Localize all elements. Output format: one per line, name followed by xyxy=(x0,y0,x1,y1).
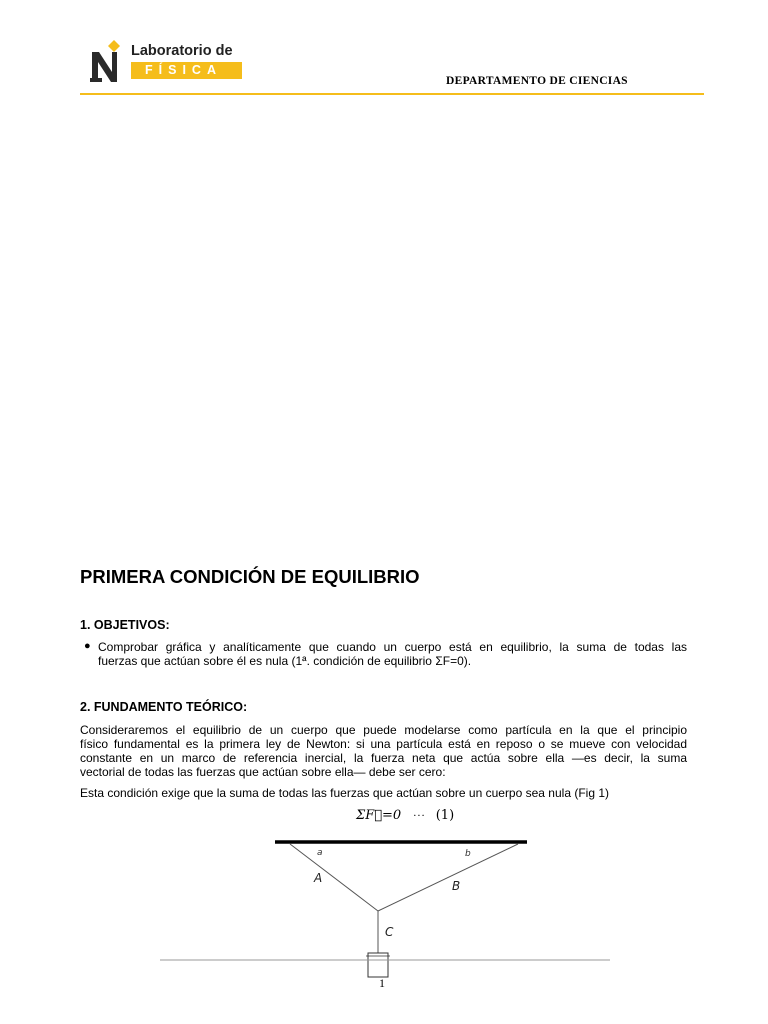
formula-dots: ··· xyxy=(413,811,426,822)
paragraph-line: vectorial de todas las fuerzas que actúan sobre ella— debe ser cero: xyxy=(80,765,446,779)
hanging-block xyxy=(368,953,388,977)
paragraph-line: constante en un marco de referencia inercial, la fuerza neta que actúa sobre ella —es decir, la suma xyxy=(80,751,687,765)
paragraph-line: físico fundamental es la primera ley de Newton: si una partícula está en reposo o se mueve con velocidad xyxy=(80,737,687,751)
rope-label-b: B xyxy=(452,879,461,893)
page-title: PRIMERA CONDICIÓN DE EQUILIBRIO xyxy=(80,566,420,587)
angle-label-a: a xyxy=(317,848,323,858)
rope-label-c: C xyxy=(385,925,394,939)
lab-logo xyxy=(90,40,242,84)
logo-subtitle: FÍSICA xyxy=(145,63,222,77)
angle-label-b: b xyxy=(465,849,471,859)
department-label: DEPARTAMENTO DE CIENCIAS xyxy=(446,75,628,87)
equilibrium-figure xyxy=(160,835,610,985)
objective-line: Comprobar gráfica y analíticamente que cuando un cuerpo está en equilibrio, la suma de todas las xyxy=(98,640,687,654)
bullet-icon: ● xyxy=(84,640,91,652)
paragraph-line: Consideraremos el equilibrio de un cuerpo que puede modelarse como partícula en la que el principio xyxy=(80,723,687,737)
page-number: 1 xyxy=(379,976,385,990)
header-divider xyxy=(80,93,704,95)
rope-b-line xyxy=(378,844,518,911)
condition-line: Esta condición exige que la suma de todas las fuerzas que actúan sobre un cuerpo sea nula (Fig 1) xyxy=(80,786,609,800)
formula-number: (1) xyxy=(435,808,455,823)
rope-label-a: A xyxy=(314,871,323,885)
formula-expression: ΣF⃗=0 xyxy=(356,808,402,823)
objective-line: fuerzas que actúan sobre él es nula (1ª. condición de equilibrio ΣF=0). xyxy=(98,654,472,668)
section-fundamento-heading: 2. FUNDAMENTO TEÓRICO: xyxy=(80,700,248,714)
section-objetivos-heading: 1. OBJETIVOS: xyxy=(80,618,170,632)
logo-title: Laboratorio de xyxy=(131,43,233,59)
equilibrium-formula xyxy=(356,808,454,823)
logo-subtitle-bar xyxy=(131,62,242,79)
rope-a-line xyxy=(290,844,378,911)
university-n-logo-icon xyxy=(90,40,126,84)
